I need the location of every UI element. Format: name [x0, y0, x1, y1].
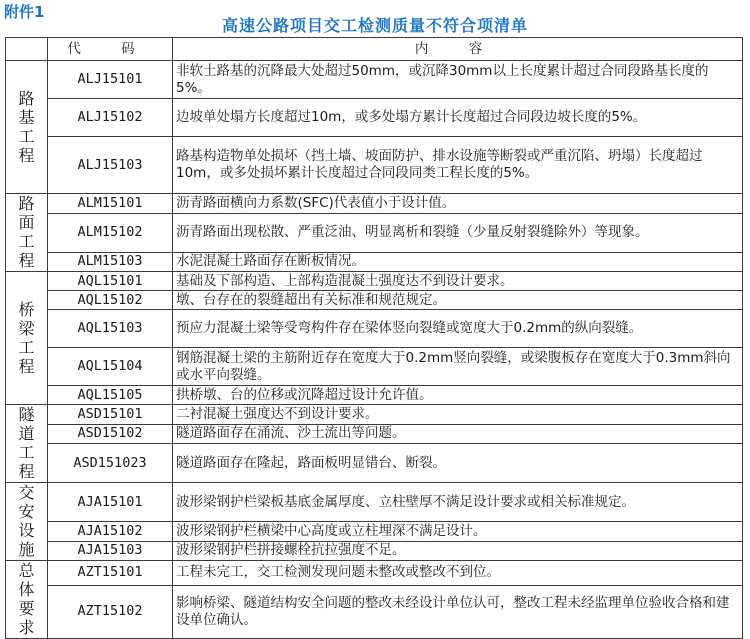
code-cell: AQL15105 [48, 386, 173, 405]
content-cell: 基础及下部构造、上部构造混凝土强度达不到设计要求。 [173, 272, 743, 291]
table-row [6, 213, 743, 252]
header-category [6, 38, 48, 61]
content-cell: 沥青路面出现松散、严重泛油、明显离析和裂缝（少量反射裂缝除外）等现象。 [173, 213, 743, 252]
content-cell: 工程未完工，交工检测发现问题未整改或整改不到位。 [173, 561, 743, 586]
nonconformance-table [5, 37, 743, 639]
code-cell: AJA15103 [48, 541, 173, 561]
code-cell: ASD15102 [48, 424, 173, 444]
code-cell: ALJ15101 [48, 61, 173, 99]
content-cell: 隧道路面存在隆起，路面板明显错台、断裂。 [173, 444, 743, 483]
table-row [6, 386, 743, 405]
table-row [6, 405, 743, 425]
code-cell: AQL15103 [48, 310, 173, 348]
table-row [6, 483, 743, 522]
content-cell: 隧道路面存在涌流、沙土流出等问题。 [173, 424, 743, 444]
table-row [6, 541, 743, 561]
table-row [6, 348, 743, 386]
table-row [6, 137, 743, 194]
category-cell [6, 483, 48, 561]
code-cell: ALJ15102 [48, 99, 173, 137]
table-body [6, 61, 743, 639]
table-row [6, 444, 743, 483]
table-row [6, 291, 743, 310]
code-cell: ALM15101 [48, 194, 173, 214]
table-row [6, 61, 743, 99]
content-cell: 波形梁钢护栏梁板基底金属厚度、立柱壁厚不满足设计要求或相关标准规定。 [173, 483, 743, 522]
table-row [6, 310, 743, 348]
code-cell: AQL15101 [48, 272, 173, 291]
content-cell: 二衬混凝土强度达不到设计要求。 [173, 405, 743, 425]
code-cell: ALJ15103 [48, 137, 173, 194]
content-cell: 钢筋混凝土梁的主筋附近存在宽度大于0.2mm竖向裂缝，或梁腹板存在宽度大于0.3mm斜向或水平向裂缝。 [173, 348, 743, 386]
content-cell: 沥青路面横向力系数(SFC)代表值小于设计值。 [173, 194, 743, 214]
code-cell: ALM15102 [48, 213, 173, 252]
attachment-label: 附件1 [4, 3, 45, 21]
content-cell: 预应力混凝土梁等受弯构件存在梁体竖向裂缝或宽度大于0.2mm的纵向裂缝。 [173, 310, 743, 348]
category-label: 路基工程 [18, 88, 35, 165]
content-cell: 波形梁钢护栏横梁中心高度或立柱埋深不满足设计。 [173, 522, 743, 542]
category-label: 路面工程 [18, 194, 35, 270]
code-cell: ASD15101 [48, 405, 173, 425]
content-cell: 非软土路基的沉降最大处超过50mm，或沉降30mm以上长度累计超过合同段路基长度的5%。 [173, 61, 743, 99]
content-cell: 墩、台存在的裂缝超出有关标准和规范规定。 [173, 291, 743, 310]
table-header-row [6, 38, 743, 61]
table-row [6, 522, 743, 542]
content-cell: 边坡单处塌方长度超过10m，或多处塌方累计长度超过合同段边坡长度的5%。 [173, 99, 743, 137]
content-cell: 拱桥墩、台的位移或沉降超过设计允许值。 [173, 386, 743, 405]
code-cell: AZT15101 [48, 561, 173, 586]
category-label: 总体要求 [18, 561, 35, 637]
header-content: 内 容 [173, 38, 743, 61]
table-row [6, 424, 743, 444]
document-title: 高速公路项目交工检测质量不符合项清单 [221, 16, 528, 35]
content-cell: 影响桥梁、隧道结构安全问题的整改未经设计单位认可，整改工程未经监理单位验收合格和建设单位确认。 [173, 585, 743, 638]
category-label: 交安设施 [18, 483, 35, 559]
code-cell: AQL15102 [48, 291, 173, 310]
table-row [6, 194, 743, 214]
category-cell [6, 405, 48, 483]
content-cell: 路基构造物单处损坏（挡土墙、坡面防护、排水设施等断裂或严重沉陷、坍塌）长度超过10m，或多处损坏累计长度超过合同段同类工程长度的5%。 [173, 137, 743, 194]
category-cell [6, 194, 48, 272]
table-row [6, 252, 743, 272]
table-row [6, 99, 743, 137]
code-cell: ALM15103 [48, 252, 173, 272]
table-row [6, 272, 743, 291]
category-cell [6, 561, 48, 639]
category-cell [6, 61, 48, 194]
category-label: 隧道工程 [18, 405, 35, 481]
table-row [6, 585, 743, 638]
code-cell: AQL15104 [48, 348, 173, 386]
category-label: 桥梁工程 [18, 299, 35, 376]
code-cell: AJA15102 [48, 522, 173, 542]
category-cell [6, 272, 48, 405]
header-code: 代 码 [48, 38, 173, 61]
table-row [6, 561, 743, 586]
content-cell: 水泥混凝土路面存在断板情况。 [173, 252, 743, 272]
code-cell: AJA15101 [48, 483, 173, 522]
content-cell: 波形梁钢护栏拼接螺栓抗拉强度不足。 [173, 541, 743, 561]
code-cell: AZT15102 [48, 585, 173, 638]
code-cell: ASD151023 [48, 444, 173, 483]
